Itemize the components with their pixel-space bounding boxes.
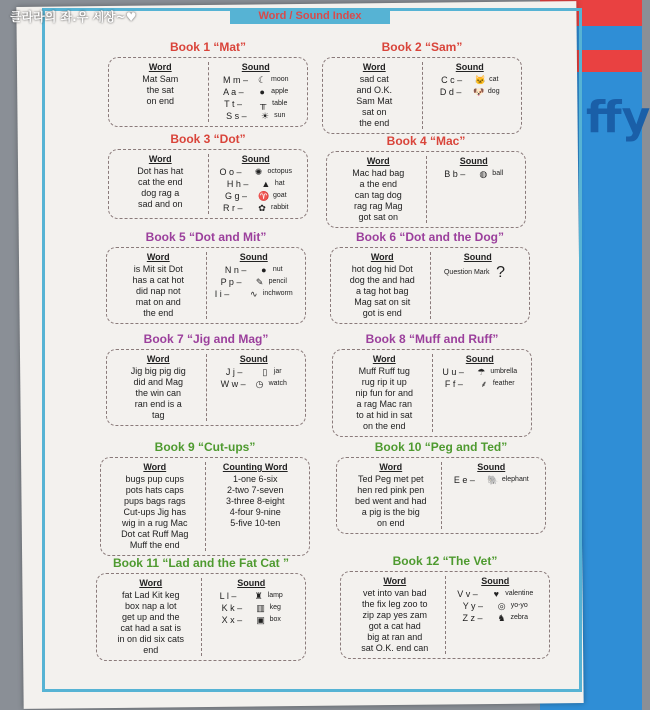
book-title: Book 11 “Lad and the Fat Cat ” xyxy=(112,556,290,570)
sound-column xyxy=(430,252,526,319)
sound-word: cat xyxy=(489,76,499,83)
book-title: Book 10 “Peg and Ted” xyxy=(374,440,508,454)
word-column xyxy=(335,252,430,319)
word-list: fat Lad Kit keg box nap a lot get up and the cat had a sat is in on did six cats end xyxy=(117,590,185,655)
valentine-icon: ♥ xyxy=(493,589,499,599)
word-list: sad cat and O.K. Sam Mat sat on the end xyxy=(356,74,393,128)
sound-letters: H h – xyxy=(226,179,249,189)
sound-row xyxy=(223,86,288,98)
word-column xyxy=(111,354,206,421)
sound-letters: V v – xyxy=(457,589,478,599)
sound-column xyxy=(208,154,304,214)
sound-column-heading: Sound xyxy=(463,252,492,262)
sound-letters: T t – xyxy=(224,99,242,109)
sound-letters: R r – xyxy=(222,203,243,213)
elephant-icon: 🐘 xyxy=(487,475,499,485)
sound-row xyxy=(221,378,287,390)
word-column xyxy=(111,252,206,319)
book-title: Book 7 “Jig and Mag” xyxy=(143,332,269,346)
word-list: vet into van bad the fix leg zoo to zip zap yes zam got a cat had big at ran and sat O.K. end can xyxy=(361,588,429,653)
sound-word: watch xyxy=(268,380,287,387)
sound-row xyxy=(442,366,517,378)
word-sound-card xyxy=(326,151,526,228)
word-column-heading: Word xyxy=(383,576,407,586)
book-1 xyxy=(108,40,308,127)
sound-column-heading: Sound xyxy=(239,252,268,262)
word-sound-card xyxy=(332,349,532,437)
book-title: Book 12 “The Vet” xyxy=(392,554,498,568)
sound-column-heading: Sound xyxy=(459,156,488,166)
book-11 xyxy=(96,556,306,661)
feather-icon: ⸙ xyxy=(480,379,488,389)
sound-row xyxy=(215,288,293,300)
rabbit-icon: ✿ xyxy=(258,203,266,213)
sound-word: inchworm xyxy=(262,290,293,297)
counting-column-heading: Counting Word xyxy=(222,462,288,472)
word-column xyxy=(341,462,441,529)
word-sound-card xyxy=(108,57,308,127)
sound-letters: Y y – xyxy=(462,601,484,611)
sound-word: keg xyxy=(269,604,281,611)
watch-icon: ◷ xyxy=(255,379,264,389)
sound-letters: U u – xyxy=(442,367,464,377)
word-column-heading: Word xyxy=(379,462,403,472)
apple-icon: ● xyxy=(259,87,265,97)
sound-column-heading: Sound xyxy=(241,154,270,164)
sound-word: sun xyxy=(274,112,286,119)
sound-letters: E e – xyxy=(453,475,475,485)
sound-row xyxy=(225,190,287,202)
sound-letters: S s – xyxy=(226,111,247,121)
sound-row xyxy=(462,612,528,624)
word-sound-card xyxy=(108,149,308,219)
sound-letters: O o – xyxy=(219,167,242,177)
sound-letters: X x – xyxy=(221,615,243,625)
sound-column-heading: Sound xyxy=(239,354,268,364)
word-sound-card xyxy=(96,573,306,661)
sound-row xyxy=(226,110,285,122)
sound-column xyxy=(422,62,518,129)
book-title: Book 2 “Sam” xyxy=(381,40,463,54)
word-list: hot dog hid Dot dog the and had a tag hot bag Mag sat on sit got is end xyxy=(349,264,415,318)
sound-row xyxy=(222,614,281,626)
question-mark-icon: ? xyxy=(496,264,505,281)
word-column-heading: Word xyxy=(143,462,167,472)
sound-row xyxy=(219,166,292,178)
word-list: Mat Sam the sat on end xyxy=(142,74,179,106)
sound-column xyxy=(441,462,542,529)
pencil-icon: ✎ xyxy=(255,277,264,287)
lamp-icon: ♜ xyxy=(254,591,263,601)
sound-column-heading: Sound xyxy=(237,578,266,588)
word-column xyxy=(101,578,201,656)
page-title: Word / Sound Index xyxy=(230,8,390,24)
counting-word-list: 1-one 6-six 2-two 7-seven 3-three 8-eight 4-four 9-nine 5-five 10-ten xyxy=(225,474,285,528)
sound-column xyxy=(206,252,302,319)
sound-word: box xyxy=(269,616,281,623)
book-title: Book 9 “Cut-ups” xyxy=(154,440,256,454)
word-list: Jig big pig dig did and Mag the win can ran end is a tag xyxy=(130,366,186,420)
word-sound-card xyxy=(106,349,306,426)
sound-word: goat xyxy=(272,192,287,199)
sound-row xyxy=(440,86,500,98)
sound-column-heading: Sound xyxy=(241,62,270,72)
sound-row xyxy=(444,264,512,282)
word-sound-card xyxy=(322,57,522,134)
word-sound-card xyxy=(340,571,550,659)
sound-word: apple xyxy=(271,88,289,95)
sound-word: table xyxy=(272,100,288,107)
sound-column xyxy=(206,354,302,421)
word-column-heading: Word xyxy=(146,252,170,262)
sound-column xyxy=(426,156,522,223)
word-column xyxy=(337,354,432,432)
sound-letters: G g – xyxy=(224,191,247,201)
word-column xyxy=(113,154,208,214)
cat-icon: 🐱 xyxy=(474,75,486,85)
sound-letters: I i – xyxy=(214,289,230,299)
sound-word: yo-yo xyxy=(510,602,528,609)
sound-row xyxy=(444,168,503,180)
word-list: Muff Ruff tug rug rip it up nip fun for and a rag Mac ran to at hid in sat on the end xyxy=(355,366,414,431)
goat-icon: ♈ xyxy=(258,191,270,201)
sound-letters: A a – xyxy=(223,87,244,97)
word-column-heading: Word xyxy=(370,252,394,262)
yoyo-icon: ◎ xyxy=(497,601,506,611)
sound-row xyxy=(223,202,289,214)
word-column xyxy=(331,156,426,223)
word-column xyxy=(113,62,208,122)
sound-row xyxy=(223,74,289,86)
word-column-heading: Word xyxy=(148,62,172,72)
sound-column-heading: Sound xyxy=(455,62,484,72)
sound-letters: Question Mark xyxy=(443,269,490,276)
nut-icon: ● xyxy=(261,265,267,275)
table-icon: ╥ xyxy=(259,99,267,109)
sound-column-heading: Sound xyxy=(465,354,494,364)
sound-word: octopus xyxy=(267,168,293,175)
word-sound-card xyxy=(330,247,530,324)
book-title: Book 5 “Dot and Mit” xyxy=(145,230,267,244)
sound-letters: N n – xyxy=(224,265,247,275)
book-4 xyxy=(326,134,526,228)
sound-column xyxy=(201,578,302,656)
book-title: Book 3 “Dot” xyxy=(170,132,246,146)
word-list: Mac had bag a the end can tag dog rag rag Mag got sat on xyxy=(352,168,405,222)
sound-row xyxy=(225,264,283,276)
background-cover-text: ffy xyxy=(586,92,650,143)
word-column-heading: Word xyxy=(139,578,163,588)
sound-row xyxy=(221,276,287,288)
sound-letters: D d – xyxy=(439,87,462,97)
sound-row xyxy=(224,98,287,110)
zebra-icon: ♞ xyxy=(497,613,506,623)
sound-letters: Z z – xyxy=(462,613,483,623)
sound-column xyxy=(208,62,304,122)
sound-column xyxy=(445,576,546,654)
sound-column-heading: Sound xyxy=(477,462,506,472)
sound-letters: M m – xyxy=(222,75,248,85)
book-2 xyxy=(322,40,522,134)
box-icon: ▣ xyxy=(256,615,265,625)
sound-row xyxy=(463,600,528,612)
book-10 xyxy=(336,440,546,534)
dog-icon: 🐶 xyxy=(473,87,485,97)
sound-word: ball xyxy=(492,170,504,177)
sound-row xyxy=(441,74,498,86)
keg-icon: ▥ xyxy=(256,603,265,613)
sound-letters: C c – xyxy=(441,75,463,85)
sound-word: hat xyxy=(274,180,285,187)
sound-row xyxy=(226,366,282,378)
sound-letters: P p – xyxy=(220,277,242,287)
word-column-heading: Word xyxy=(366,156,390,166)
sound-word: umbrella xyxy=(490,368,518,375)
word-column-heading: Word xyxy=(148,154,172,164)
book-title: Book 6 “Dot and the Dog” xyxy=(356,230,504,244)
word-sound-card xyxy=(100,457,310,556)
word-list: is Mit sit Dot has a cat hot did nap not mat on and the end xyxy=(132,264,185,318)
sound-row xyxy=(227,178,285,190)
book-8 xyxy=(332,332,532,437)
word-list: bugs pup cups pots hats caps pups bags rags Cut-ups Jig has wig in a rug Mac Dot cat Ruff Mag Muff the end xyxy=(121,474,189,550)
sound-row xyxy=(220,590,283,602)
sound-word: nut xyxy=(272,266,283,273)
sound-word: valentine xyxy=(505,590,534,597)
book-6 xyxy=(330,230,530,324)
umbrella-icon: ☂ xyxy=(477,367,486,377)
word-column xyxy=(327,62,422,129)
hat-icon: ▲ xyxy=(261,179,271,189)
sound-word: elephant xyxy=(501,476,529,483)
word-column-heading: Word xyxy=(362,62,386,72)
book-title: Book 1 “Mat” xyxy=(169,40,246,54)
sound-column-heading: Sound xyxy=(481,576,510,586)
sound-word: zebra xyxy=(510,614,528,621)
sound-word: jar xyxy=(273,368,282,375)
sound-row xyxy=(454,474,529,486)
ball-icon: ◍ xyxy=(479,169,488,179)
sound-letters: L l – xyxy=(219,591,237,601)
sound-column xyxy=(432,354,528,432)
sound-letters: W w – xyxy=(220,379,246,389)
book-5 xyxy=(106,230,306,324)
octopus-icon: ✺ xyxy=(254,167,263,177)
sound-word: pencil xyxy=(268,278,287,285)
jar-icon: ▯ xyxy=(262,367,268,377)
inchworm-icon: ∿ xyxy=(249,289,258,299)
word-column xyxy=(345,576,445,654)
book-12 xyxy=(340,554,550,659)
book-title: Book 8 “Muff and Ruff” xyxy=(365,332,499,346)
word-list: Ted Peg met pet hen red pink pen bed went and had a pig is the big on end xyxy=(354,474,427,528)
sound-row xyxy=(445,378,515,390)
sound-word: dog xyxy=(487,88,500,95)
sound-word: lamp xyxy=(267,592,283,599)
book-3 xyxy=(108,132,308,219)
sound-letters: J j – xyxy=(225,367,243,377)
sound-word: rabbit xyxy=(270,204,289,211)
sound-row xyxy=(222,602,281,614)
word-column-heading: Word xyxy=(146,354,170,364)
book-title: Book 4 “Mac” xyxy=(386,134,466,148)
counting-column xyxy=(205,462,306,551)
word-column-heading: Word xyxy=(372,354,396,364)
word-list: Dot has hat cat the end dog rag a sad and on xyxy=(137,166,184,209)
word-sound-card xyxy=(106,247,306,324)
moon-icon: ☾ xyxy=(257,75,267,85)
blog-watermark: 클라라의 좌.우 세상~♥ xyxy=(10,10,137,24)
sound-row xyxy=(457,588,533,600)
book-7 xyxy=(106,332,306,426)
word-column xyxy=(105,462,205,551)
sound-letters: F f – xyxy=(444,379,463,389)
book-9 xyxy=(100,440,310,556)
sound-word: feather xyxy=(492,380,515,387)
sound-letters: K k – xyxy=(221,603,243,613)
sun-icon: ☀ xyxy=(261,111,270,121)
sound-letters: B b – xyxy=(444,169,466,179)
word-sound-card xyxy=(336,457,546,534)
sound-word: moon xyxy=(270,76,289,83)
